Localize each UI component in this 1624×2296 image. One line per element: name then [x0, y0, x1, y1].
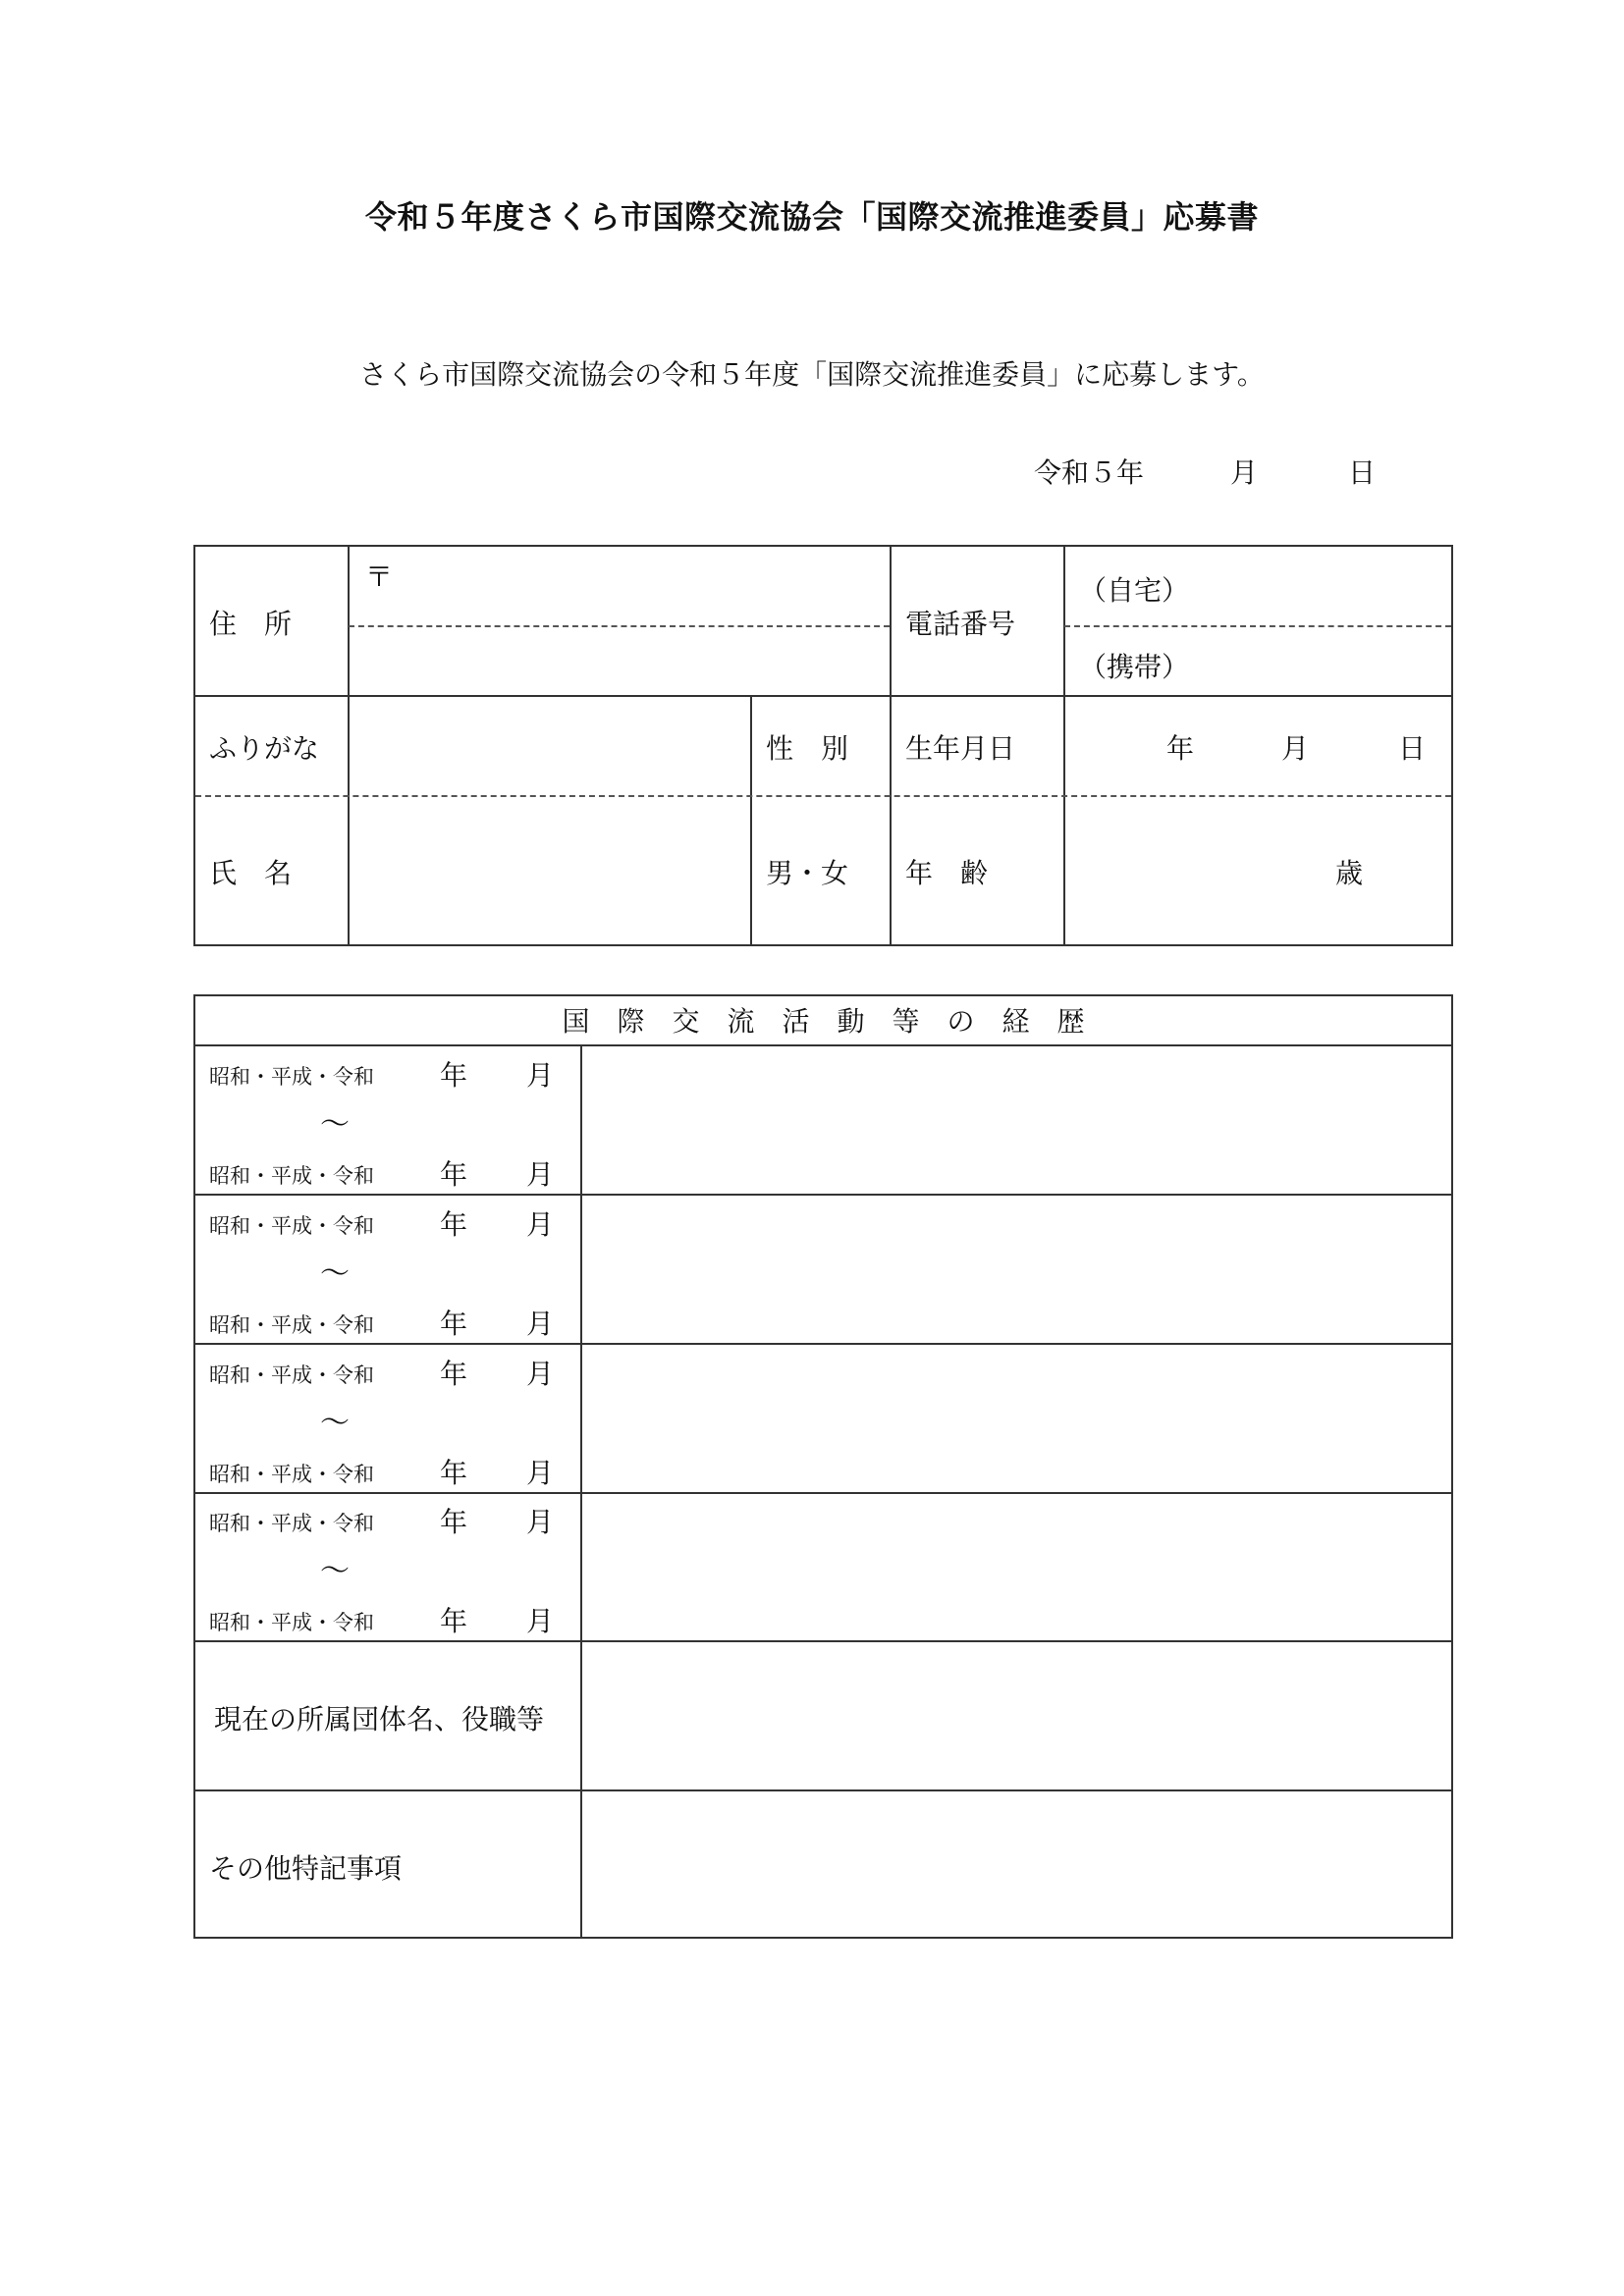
affiliation-label: 現在の所属団体名、役職等: [214, 1703, 545, 1735]
history-row-2-end-era: 昭和・平成・令和: [209, 1313, 374, 1337]
history-row-2-end-month: 月: [526, 1308, 555, 1340]
history-row-4-end-year: 年: [440, 1605, 468, 1637]
history-row-2-start-era: 昭和・平成・令和: [209, 1214, 374, 1238]
furigana-field[interactable]: [350, 697, 748, 793]
history-row-4-field[interactable]: [582, 1494, 1451, 1638]
history-row-4-start-era: 昭和・平成・令和: [209, 1512, 374, 1535]
history-row-1-end-month: 月: [526, 1158, 555, 1191]
gender-label: 性 別: [766, 732, 849, 765]
history-row-3-start-era: 昭和・平成・令和: [209, 1363, 374, 1387]
history-row-3-end-month: 月: [526, 1457, 555, 1489]
history-row-3-end-year: 年: [440, 1457, 468, 1489]
history-row-4-end-month: 月: [526, 1605, 555, 1637]
page-title: 令和５年度さくら市国際交流協会「国際交流推進委員」応募書: [364, 198, 1259, 236]
history-row-2-end-year: 年: [440, 1308, 468, 1340]
history-row-4-range-mark: ～: [320, 1554, 350, 1588]
history-row-4-end-era: 昭和・平成・令和: [209, 1611, 374, 1634]
history-row-1-end-era: 昭和・平成・令和: [209, 1164, 374, 1188]
furigana-label: ふりがな: [209, 732, 320, 765]
name-field[interactable]: [350, 797, 748, 944]
address-field[interactable]: [350, 628, 888, 693]
phone-home-label: （自宅）: [1079, 574, 1190, 607]
date-era-year: 令和５年: [1034, 456, 1145, 489]
application-statement: さくら市国際交流協会の令和５年度「国際交流推進委員」に応募します。: [359, 358, 1265, 391]
phone-mobile-field[interactable]: [1218, 628, 1451, 693]
postal-address-field[interactable]: [350, 547, 888, 623]
history-row-3-end-era: 昭和・平成・令和: [209, 1463, 374, 1486]
date-month-label: 月: [1230, 456, 1259, 489]
birth-month-label: 月: [1281, 732, 1310, 765]
history-row-4-start-year: 年: [440, 1506, 468, 1538]
history-row-3-field[interactable]: [582, 1345, 1451, 1490]
history-row-1-range-mark: ～: [320, 1107, 350, 1142]
postal-mark: 〒: [365, 561, 394, 593]
history-heading: 国 際 交 流 活 動 等 の 経 歴: [562, 1005, 1085, 1038]
history-row-3-start-year: 年: [440, 1358, 468, 1390]
other-remarks-field[interactable]: [582, 1791, 1451, 1937]
date-day-label: 日: [1348, 456, 1377, 489]
phone-mobile-label: （携帯）: [1079, 651, 1190, 683]
other-remarks-label: その他特記事項: [209, 1852, 403, 1885]
affiliation-field[interactable]: [582, 1642, 1451, 1788]
gender-options[interactable]: 男・女: [766, 857, 849, 889]
history-row-1-start-era: 昭和・平成・令和: [209, 1065, 374, 1089]
history-row-1-start-month: 月: [526, 1059, 555, 1092]
birthdate-label: 生年月日: [905, 732, 1016, 765]
history-row-3-range-mark: ～: [320, 1406, 350, 1440]
history-row-2-start-month: 月: [526, 1208, 555, 1241]
history-row-3-start-month: 月: [526, 1358, 555, 1390]
history-row-4-start-month: 月: [526, 1506, 555, 1538]
birth-year-label: 年: [1166, 732, 1195, 765]
history-row-1-start-year: 年: [440, 1059, 468, 1092]
phone-label: 電話番号: [905, 608, 1016, 640]
history-row-2-range-mark: ～: [320, 1256, 350, 1291]
address-label: 住 所: [209, 608, 293, 640]
phone-home-field[interactable]: [1218, 547, 1451, 623]
name-label: 氏 名: [209, 857, 293, 889]
age-label: 年 齢: [905, 857, 989, 889]
history-row-2-field[interactable]: [582, 1196, 1451, 1341]
history-row-1-end-year: 年: [440, 1158, 468, 1191]
history-row-2-start-year: 年: [440, 1208, 468, 1241]
history-row-1-field[interactable]: [582, 1046, 1451, 1192]
age-unit: 歳: [1335, 857, 1364, 889]
birth-day-label: 日: [1398, 732, 1427, 765]
